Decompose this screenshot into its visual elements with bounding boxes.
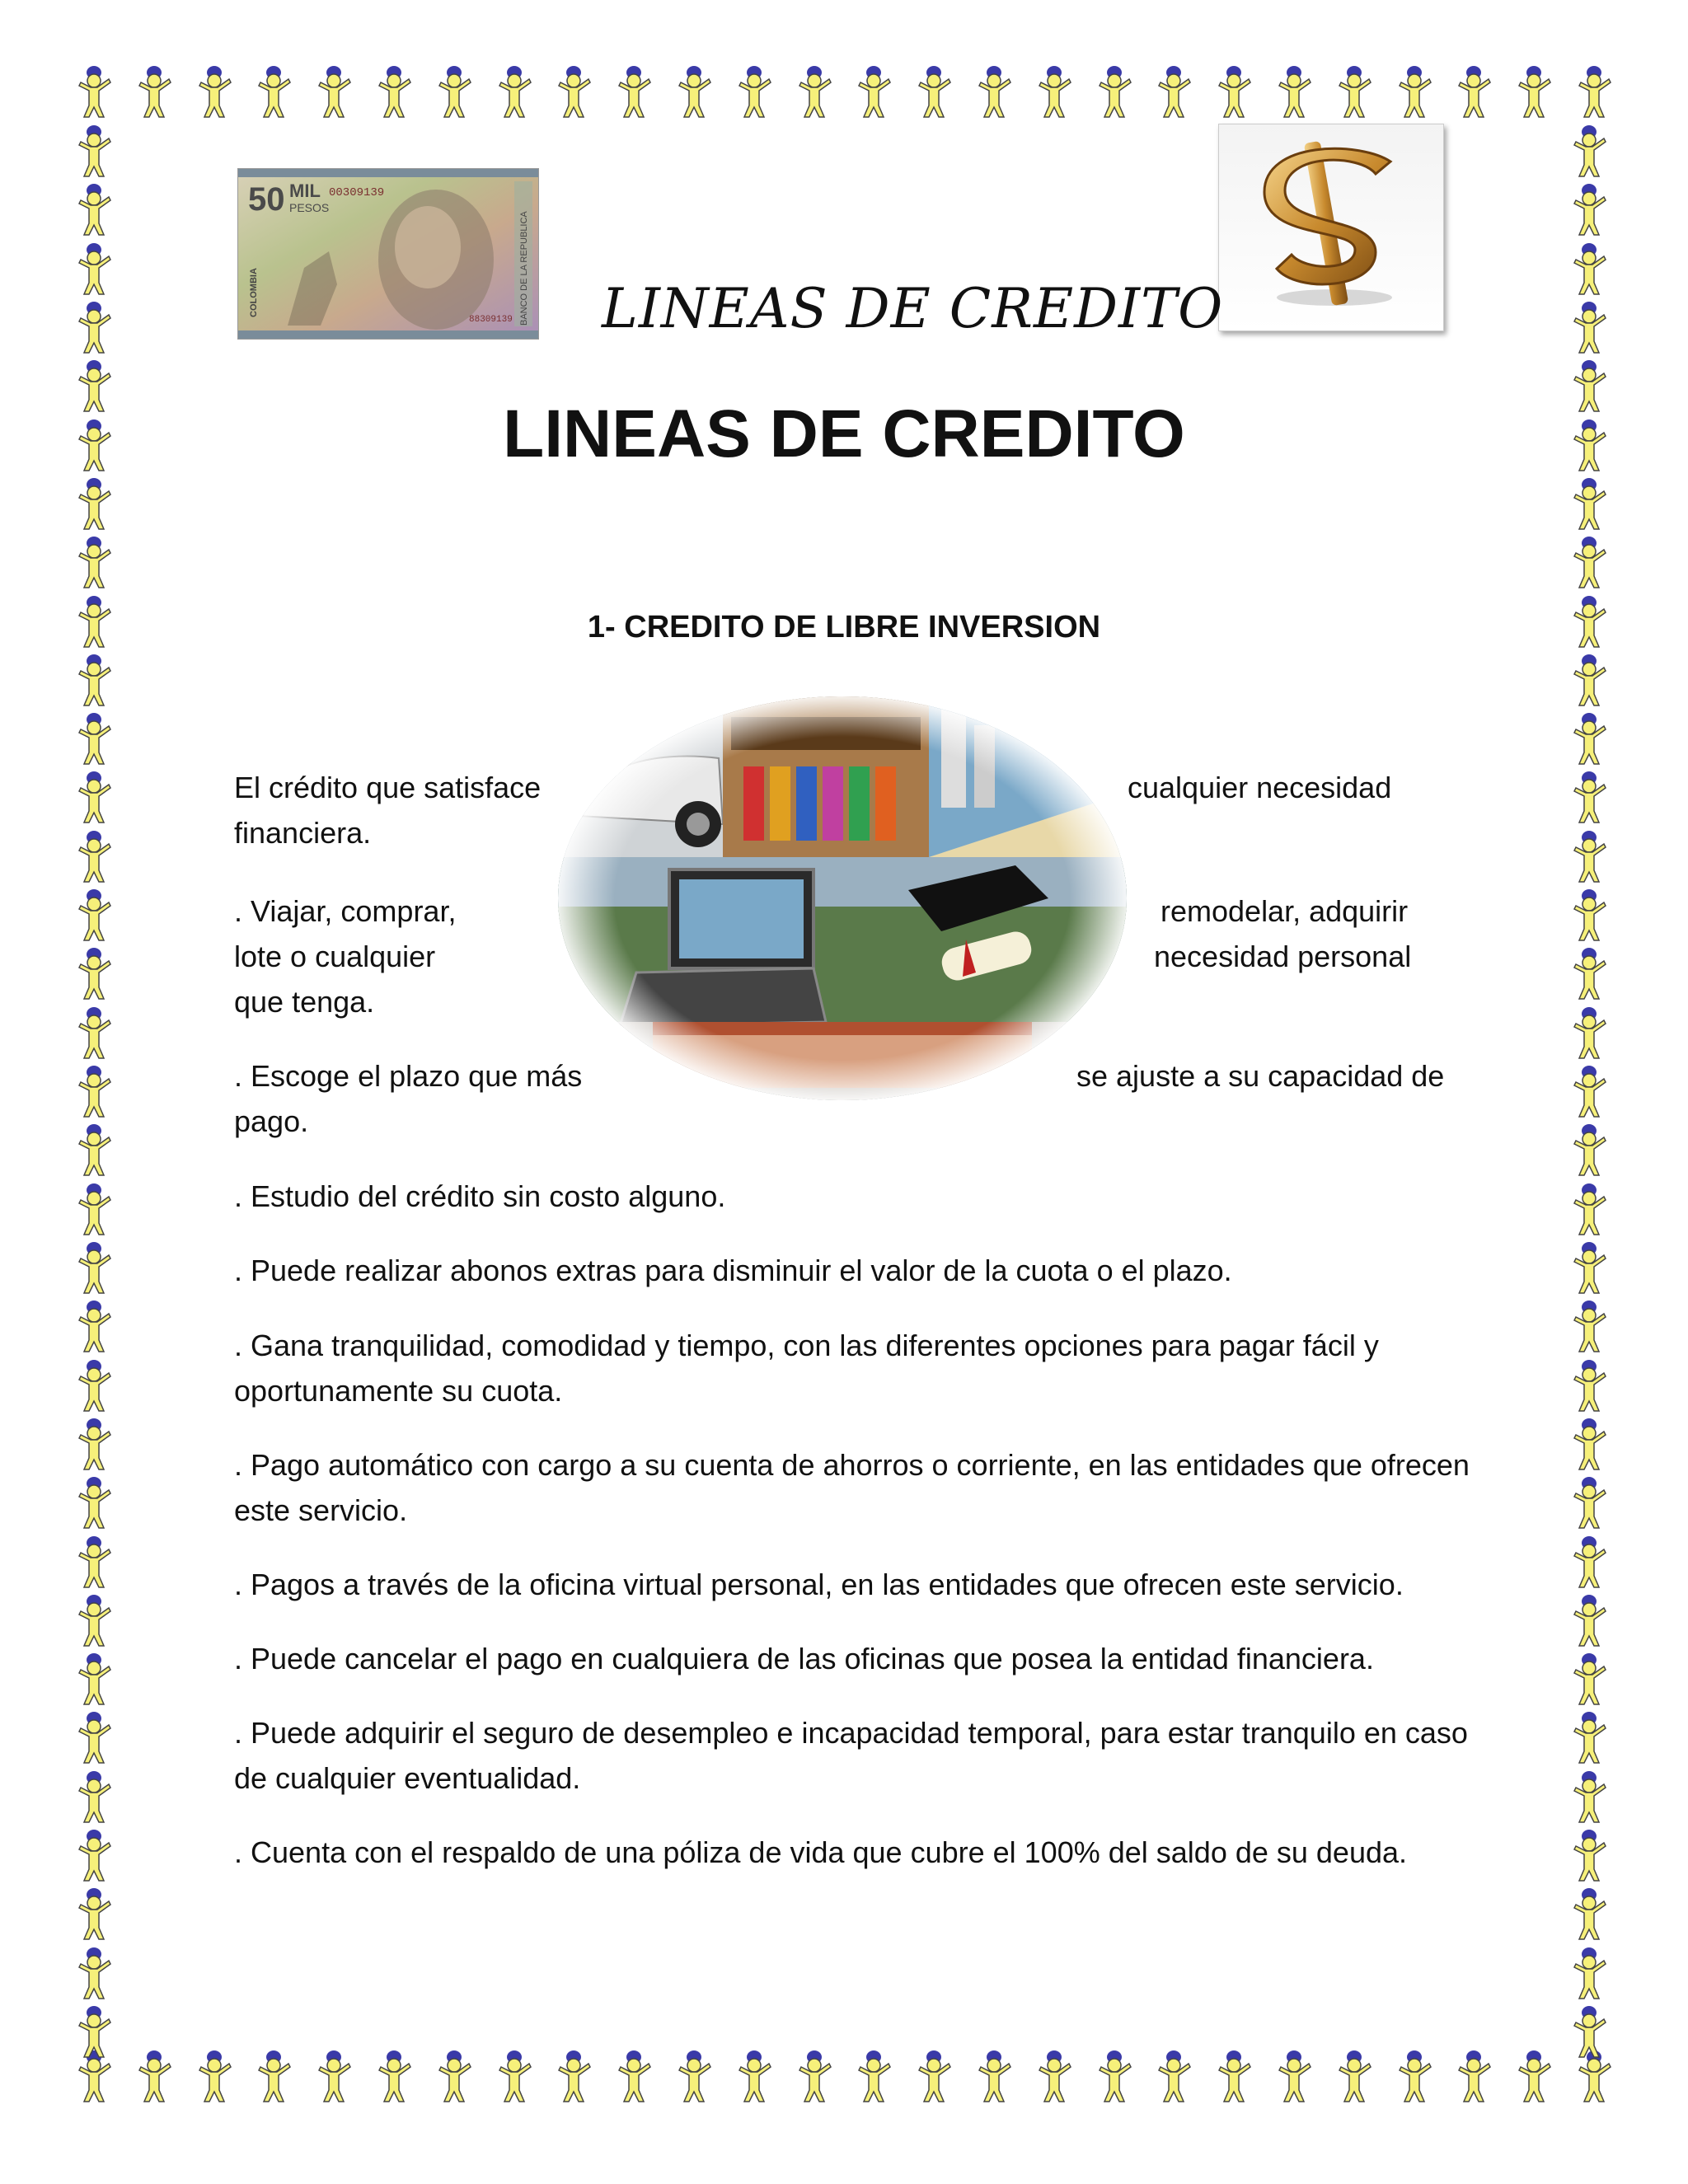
border-figure-icon [673,2049,715,2105]
border-figure-icon [73,1182,115,1238]
border-figure-icon [1568,1828,1611,1884]
border-figure-icon [73,711,115,767]
banknote-serial: 00309139 [329,186,385,199]
border-figure-icon [1568,182,1611,238]
border-figure-icon [73,770,115,826]
border-figure-icon [1568,1535,1611,1591]
border-figure-icon [733,64,776,120]
border-figure-icon [73,1064,115,1120]
border-figure-icon [1393,64,1436,120]
collage-image [554,692,1131,1121]
border-figure-icon [193,2049,236,2105]
border-figure-icon [1568,1946,1611,2002]
border-figure-icon [73,1475,115,1531]
border-figure-icon [1568,1769,1611,1825]
border-figure-icon [73,1358,115,1414]
border-figure-icon [1568,300,1611,356]
border-figure-icon [193,64,236,120]
border-figure-icon [73,535,115,591]
border-figure-icon [1212,64,1255,120]
banknote-currency: PESOS [289,201,330,214]
border-figure-icon [1568,476,1611,532]
border-figure-icon [612,2049,655,2105]
border-figure-icon [73,1240,115,1296]
p2-line3: que tenga. [234,985,375,1019]
border-figure-icon [73,300,115,356]
border-figure-icon [1273,2049,1315,2105]
border-figure-icon [1212,2049,1255,2105]
p3-line2: pago. [234,1104,309,1138]
border-figure-icon [1568,770,1611,826]
border-figure-icon [493,64,536,120]
border-figure-icon [1273,64,1315,120]
border-figure-icon [1568,711,1611,767]
border-figure-icon [1568,1005,1611,1062]
border-figure-icon [433,2049,476,2105]
border-figure-icon [73,1652,115,1708]
border-figure-icon [1568,2004,1611,2060]
border-figure-icon [73,1299,115,1355]
border-figure-icon [973,64,1015,120]
border-figure-icon [1452,64,1495,120]
p1-right: cualquier necesidad [1128,771,1392,804]
banknote-denomination: 50 [248,181,285,218]
border-figure-icon [1568,653,1611,709]
border-figure-icon [852,64,895,120]
banknote-serial-bottom: 88309139 [469,315,513,325]
border-figure-icon [793,64,836,120]
paragraph: . Puede realizar abonos extras para disminuir el valor de la cuota o el plazo. [234,1254,1232,1287]
border-figure-icon [433,64,476,120]
paragraph: . Cuenta con el respaldo de una póliza de vida que cubre el 100% del saldo de su deuda. [234,1835,1408,1869]
border-figure-icon [73,1593,115,1649]
border-figure-icon [1568,888,1611,944]
border-figure-icon [1568,1417,1611,1473]
border-figure-icon [1568,1593,1611,1649]
p2-left-2: lote o cualquier [234,940,436,973]
border-figure-icon [1512,2049,1555,2105]
p3-right: se ajuste a su capacidad de [1076,1059,1445,1093]
paragraph: . Pagos a través de la oficina virtual personal, en las entidades que ofrecen este servicio. [234,1568,1404,1601]
border-figure-icon [1033,2049,1076,2105]
border-figure-icon [373,64,415,120]
border-figure-icon [73,1417,115,1473]
border-figure-icon [73,946,115,1002]
border-figure-icon [73,241,115,298]
border-figure-icon [73,476,115,532]
border-figure-icon [1152,64,1195,120]
border-figure-icon [73,1769,115,1825]
p1-line2: financiera. [234,816,372,850]
border-figure-icon [73,1828,115,1884]
border-figure-icon [1568,1358,1611,1414]
border-figure-icon [73,1946,115,2002]
border-figure-icon [1152,2049,1195,2105]
banknote-word: MIL [289,180,321,201]
border-figure-icon [1568,1122,1611,1179]
border-figure-icon [73,1122,115,1179]
banknote-image [237,168,539,340]
border-figure-icon [73,888,115,944]
border-figure-icon [1568,946,1611,1002]
paragraph: . Puede adquirir el seguro de desempleo e incapacidad temporal, para estar tranquilo en caso de cualquier eventualidad. [234,1716,1468,1795]
p1-left: El crédito que satisface [234,771,542,804]
border-figure-icon [373,2049,415,2105]
border-figure-icon [552,64,595,120]
border-figure-icon [912,2049,955,2105]
border-figure-icon [312,2049,355,2105]
border-figure-icon [1573,64,1615,120]
border-figure-icon [1568,1299,1611,1355]
p3-left: . Escoge el plazo que más [234,1059,583,1093]
paragraph: . Estudio del crédito sin costo alguno. [234,1179,726,1213]
paragraph: . Pago automático con cargo a su cuenta de ahorros o corriente, en las entidades que ofrecen este servicio. [234,1448,1470,1527]
border-figure-icon [673,64,715,120]
border-figure-icon [73,1535,115,1591]
border-figure-icon [312,64,355,120]
border-figure-icon [1333,64,1376,120]
border-figure-icon [1568,829,1611,885]
border-figure-icon [552,2049,595,2105]
border-figure-icon [1568,1710,1611,1766]
border-figure-icon [493,2049,536,2105]
border-figure-icon [133,2049,176,2105]
border-figure-icon [1512,64,1555,120]
border-figure-icon [1568,1182,1611,1238]
border-figure-icon [252,64,295,120]
p2-left-1: . Viajar, comprar, [234,894,457,928]
p2-right-2: necesidad personal [1154,940,1412,973]
border-figure-icon [1033,64,1076,120]
border-figure-icon [1568,124,1611,180]
border-figure-icon [73,1005,115,1062]
section-title: 1- CREDITO DE LIBRE INVERSION [587,610,1101,644]
border-figure-icon [912,64,955,120]
border-bottom [73,2049,1615,2115]
border-figure-icon [1333,2049,1376,2105]
border-figure-icon [133,64,176,120]
p2-right-1: remodelar, adquirir [1160,894,1409,928]
border-figure-icon [1568,1064,1611,1120]
border-figure-icon [852,2049,895,2105]
paragraph: . Puede cancelar el pago en cualquiera de las oficinas que posea la entidad financiera. [234,1642,1374,1675]
border-figure-icon [1568,1240,1611,1296]
border-figure-icon [73,124,115,180]
border-figure-icon [612,64,655,120]
banknote-bank: BANCO DE LA REPUBLICA [519,211,529,326]
border-figure-icon [1093,64,1136,120]
border-figure-icon [73,182,115,238]
border-figure-icon [1393,2049,1436,2105]
paragraph: . Gana tranquilidad, comodidad y tiempo, con las diferentes opciones para pagar fácil y oportunamente su cuota. [234,1329,1379,1408]
border-figure-icon [1568,1652,1611,1708]
border-figure-icon [793,2049,836,2105]
script-title: LINEAS DE CREDITO [602,277,1224,340]
border-figure-icon [733,2049,776,2105]
border-figure-icon [73,829,115,885]
border-figure-icon [73,64,115,120]
page-title: LINEAS DE CREDITO [503,396,1185,471]
border-figure-icon [1452,2049,1495,2105]
border-figure-icon [73,1886,115,1943]
border-figure-icon [73,1710,115,1766]
border-figure-icon [973,2049,1015,2105]
border-figure-icon [73,2004,115,2060]
border-figure-icon [1093,2049,1136,2105]
border-top [73,64,1615,130]
border-figure-icon [1568,1886,1611,1943]
border-figure-icon [1568,1475,1611,1531]
border-figure-icon [73,653,115,709]
dollar-sign-image [1218,124,1444,331]
border-figure-icon [1568,241,1611,298]
banknote-country: COLOMBIA [249,268,259,317]
border-figure-icon [252,2049,295,2105]
border-figure-icon [1568,535,1611,591]
